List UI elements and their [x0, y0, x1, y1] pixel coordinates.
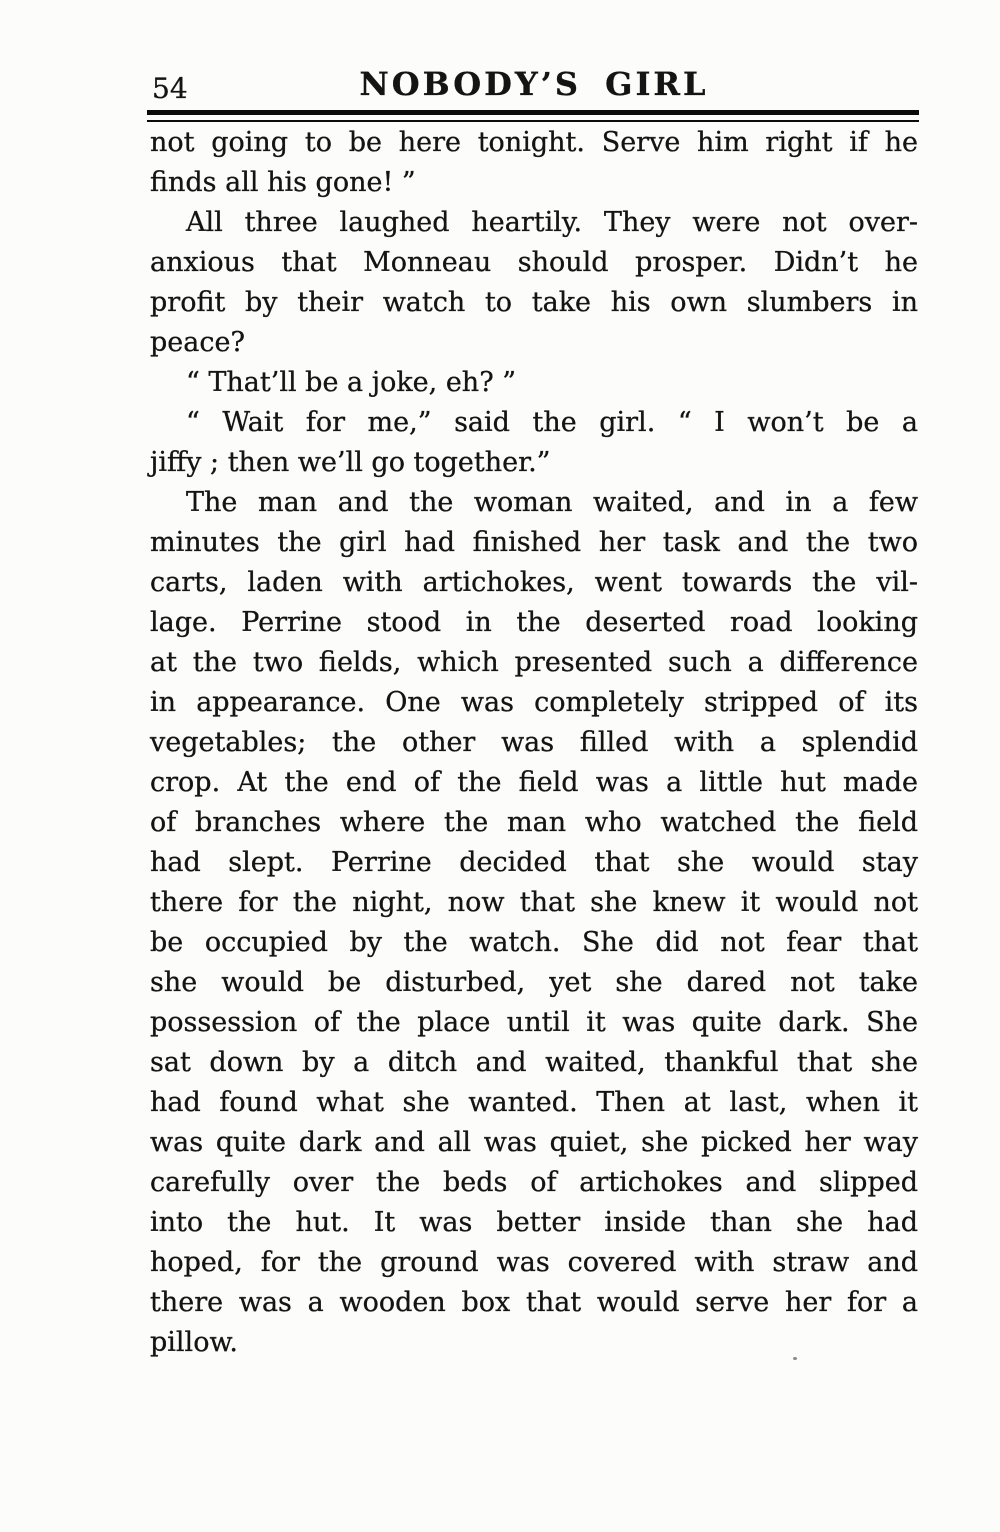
text-line: “ Wait for me,” said the girl. “ I won’t be a: [186, 407, 918, 438]
text-line: had found what she wanted. Then at last, when it: [150, 1087, 918, 1118]
running-title: NOBODY’S GIRL: [359, 65, 709, 103]
paragraph: [150, 363, 918, 403]
text-body: [150, 123, 918, 1363]
text-line: had slept. Perrine decided that she would stay: [150, 847, 918, 878]
text-line: “ That’ll be a joke, eh? ”: [186, 367, 517, 398]
text-line: vegetables; the other was filled with a splendid: [150, 727, 918, 758]
text-line: peace?: [150, 327, 245, 358]
print-speck: [793, 1357, 797, 1360]
paragraph: [150, 483, 918, 1363]
text-line: sat down by a ditch and waited, thankful that she: [150, 1047, 918, 1078]
page-number: 54: [152, 72, 188, 105]
text-line: be occupied by the watch. She did not fear that: [150, 927, 918, 958]
text-line: in appearance. One was completely stripped of its: [150, 687, 918, 718]
text-line: into the hut. It was better inside than she had: [150, 1207, 918, 1238]
text-line: at the two fields, which presented such a difference: [150, 647, 918, 678]
text-line: crop. At the end of the field was a little hut made: [150, 767, 918, 798]
text-line: hoped, for the ground was covered with straw and: [150, 1247, 918, 1278]
text-line: was quite dark and all was quiet, she picked her way: [150, 1127, 918, 1158]
text-line: profit by their watch to take his own slumbers in: [150, 287, 918, 318]
text-line: jiffy ; then we’ll go together.”: [150, 447, 551, 478]
text-line: there for the night, now that she knew it would not: [150, 887, 918, 918]
header-rule: [147, 110, 919, 122]
text-line: possession of the place until it was quite dark. She: [150, 1007, 918, 1038]
text-line: lage. Perrine stood in the deserted road looking: [150, 607, 918, 638]
text-line: The man and the woman waited, and in a few: [186, 487, 918, 518]
text-line: minutes the girl had finished her task and the two: [150, 527, 918, 558]
text-line: she would be disturbed, yet she dared not take: [150, 967, 918, 998]
text-line: there was a wooden box that would serve her for a: [150, 1287, 918, 1318]
text-line: not going to be here tonight. Serve him right if he: [150, 127, 918, 158]
text-line: pillow.: [150, 1327, 238, 1358]
page-header: [150, 64, 918, 104]
text-line: of branches where the man who watched the field: [150, 807, 918, 838]
paragraph: [150, 403, 918, 483]
text-line: carts, laden with artichokes, went towards the vil-: [150, 567, 918, 598]
text-line: finds all his gone! ”: [150, 167, 416, 198]
text-line: All three laughed heartily. They were not over-: [186, 207, 918, 238]
text-line: anxious that Monneau should prosper. Didn’t he: [150, 247, 918, 278]
text-line: carefully over the beds of artichokes and slipped: [150, 1167, 918, 1198]
paragraph: [150, 203, 918, 363]
paragraph: [150, 123, 918, 203]
